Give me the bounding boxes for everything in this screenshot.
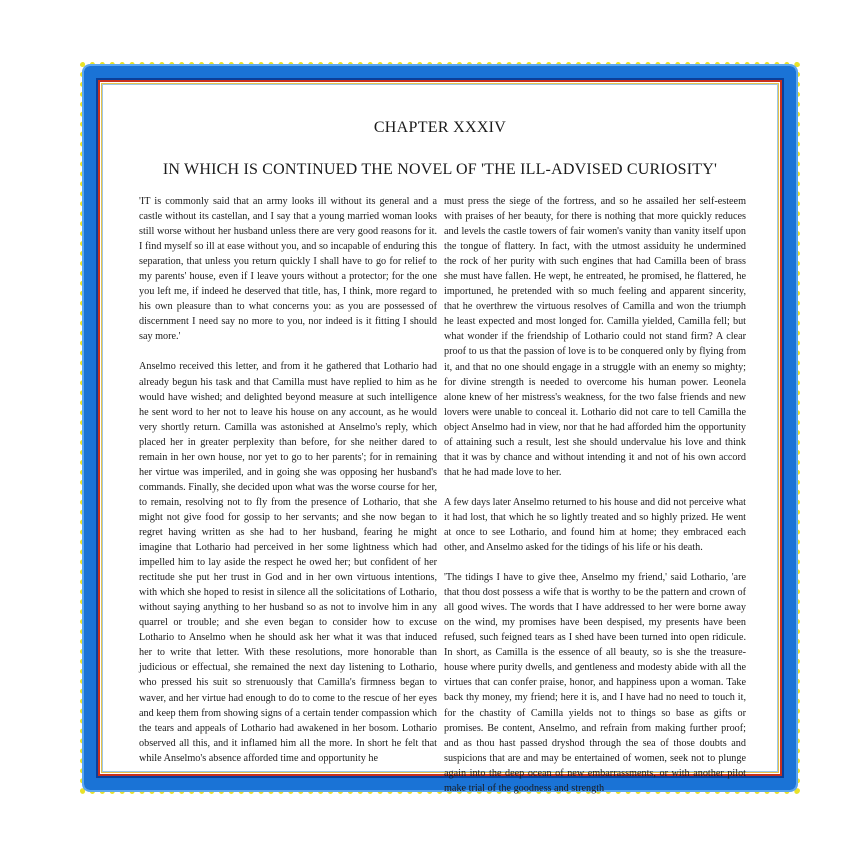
paragraph: 'The tidings I have to give thee, Anselmo my friend,' said Lothario, 'are that thou dost possess a wife that is worthy to be the pattern and crown of all good wives. The words that I have addressed to her were borne away on the wind, my promises have been despised, my presents have been refused, such feigned tears as I shed have been turned into open ridicule. In short, as Camilla is the essence of all beauty, so is she the treasure-house where purity dwells, and gentleness and modesty abide with all the virtues that can confer praise, honor, and happiness upon a woman. Take back thy money, my friend; here it is, and I have had no need to touch it, for the chastity of Camilla yields not to things so base as gifts or promises. Be content, Anselmo, and refrain from making further proof; and as thou hast passed dryshod through the sea of those doubts and suspicions that are and may be entertained of women, seek not to plunge again into the deep ocean of new embarrassments, or with another pilot make trial of the goodness and strength [444, 572, 746, 794]
paragraph: Anselmo received this letter, and from it he gathered that Lothario had already begun his task and that Camilla must have replied to him as he would have wished; and delighted beyond measure at such intelligence he sent word to her not to leave his house on any account, as he would very shortly return. Camilla was astonished at Anselmo's reply, which placed her in greater perplexity than before, for she neither dared to remain in her own house, nor yet to go to her parents'; for in remaining her virtue was imperiled, and in going she was opposing her husband's commands. Finally, she decided upon what was the worse course for her, to remain, resolving not to fly from the presence of Lothario, that she might not give food for gossip to her servants; and she now began to regret having written as she had to her husband, fearing he might imagine that Lothario had perceived in her some lightness which had impelled him to lay aside the respect he owed her; but confident of her rectitude she put her trust in God and in her own virtuous intentions, with which she hoped to resist in silence all the solicitations of Lothario, without saying anything to her husband so as not to involve him in any quarrel or trouble; and she even began to consider how to excuse Lothario to Anselmo when he should ask her what it was that induced her to write that letter. With these resolutions, more honorable than judicious or effectual, she remained the next day listening to Lothario, who pressed his suit so strenuously that Camilla's firmness began to waver, and her virtue had enough to do to come to the rescue of her eyes and keep them from showing signs of a certain tender compassion which the tears and appeals of Lothario had awakened in her bosom. Lothario observed all this, and it inflamed him all the more. In short he felt that while Anselmo's absence afforded time and opportunity he [139, 361, 437, 764]
right-text-column [444, 194, 746, 796]
paragraph: 'IT is commonly said that an army looks ill without its general and a castle without its castellan, and I say that a young married woman looks still worse without her husband unless there are very good reasons for it. I find myself so ill at ease without you, and so incapable of enduring this separation, that unless you return quickly I shall have to go for relief to my parents' house, even if I leave yours without a protector; for the one you left me, if indeed he deserved that title, has, I think, more regard to his own pleasure than to what concerns you: as you are possessed of discernment I need say no more to you, nor indeed is it fitting I should say more.' [139, 196, 437, 343]
left-text-column [139, 194, 437, 766]
paragraph: must press the siege of the fortress, and so he assailed her self-esteem with praises of her beauty, for there is nothing that more quickly reduces and levels the castle towers of fair women's vanity than vanity itself upon the tongue of flattery. In fact, with the utmost assiduity he undermined the rock of her purity with such engines that had Camilla been of brass she must have fallen. He wept, he entreated, he promised, he flattered, he importuned, he pretended with so much feeling and apparent sincerity, that he overthrew the virtuous resolves of Camilla and won the triumph he least expected and most longed for. Camilla yielded, Camilla fell; but what wonder if the friendship of Lothario could not stand firm? A clear proof to us that the passion of love is to be conquered only by flying from it, and that no one should engage in a struggle with an enemy so mighty; for divine strength is needed to overcome his human power. Leonela alone knew of her mistress's weakness, for the two false friends and new lovers were unable to conceal it. Lothario did not care to tell Camilla the object Anselmo had in view, nor that he had afforded him the opportunity of attaining such a result, lest she should undervalue his love and think that it was by chance and without intending it and not of his own accord that he had made love to her. [444, 196, 746, 478]
chapter-subtitle: IN WHICH IS CONTINUED THE NOVEL OF 'THE ILL-ADVISED CURIOSITY' [162, 161, 718, 178]
book-page [104, 86, 776, 794]
paragraph: A few days later Anselmo returned to his house and did not perceive what it had lost, that which he so lightly treated and so highly prized. He went at once to see Lothario, and found him at home; they embraced each other, and Anselmo asked for the tidings of his life or his death. [444, 496, 746, 554]
chapter-title: CHAPTER XXXIV [373, 119, 507, 136]
